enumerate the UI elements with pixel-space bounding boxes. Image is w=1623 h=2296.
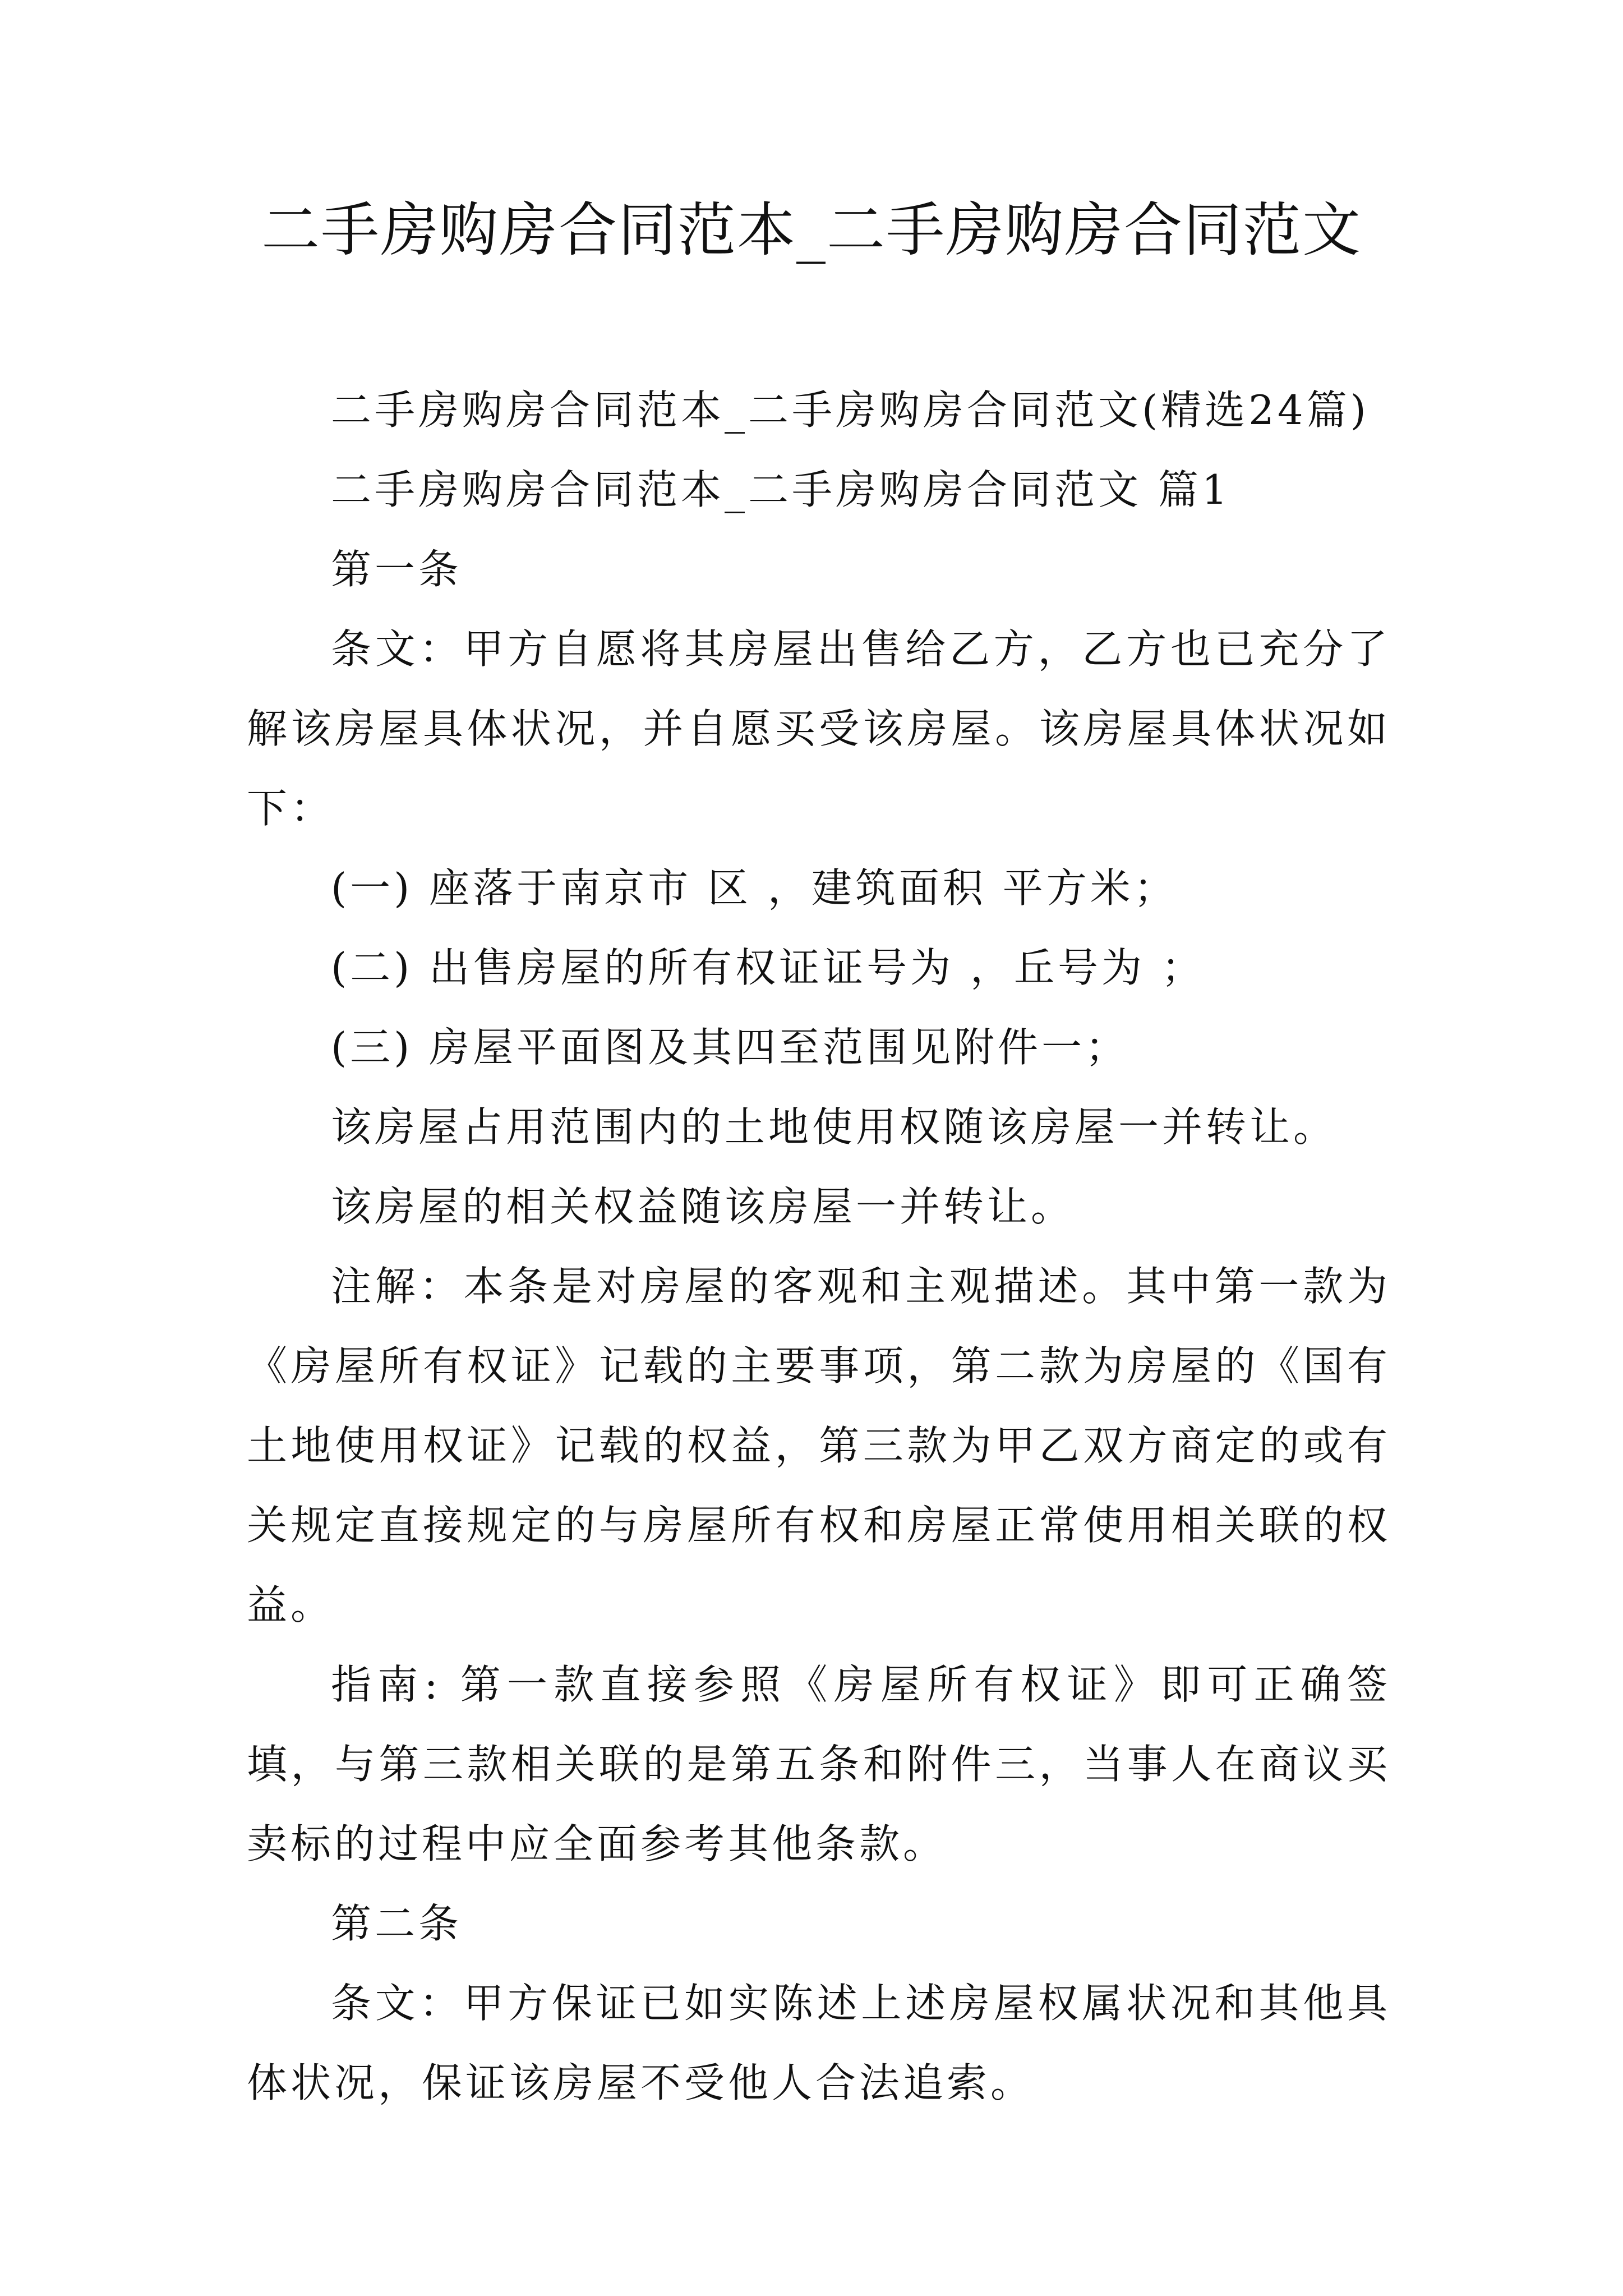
section-heading: 二手房购房合同范本_二手房购房合同范文 篇1	[331, 466, 1231, 513]
paragraph: 该房屋占用范围内的土地使用权随该房屋一并转让。	[331, 1103, 1338, 1151]
paragraph: 该房屋的相关权益随该房屋一并转让。	[331, 1183, 1075, 1230]
list-item: (三) 房屋平面图及其四至范围见附件一；	[331, 1024, 1129, 1071]
article-heading: 第二条	[331, 1900, 463, 1947]
article-text: 条文：甲方自愿将其房屋出售给乙方，乙方也已充分了解该房屋具体状况，并自愿买受该房屋。该房屋具体状况如下：	[247, 625, 1391, 832]
subtitle-line: 二手房购房合同范本_二手房购房合同范文(精选24篇)	[331, 386, 1370, 434]
guide-paragraph: 指南: 第一款直接参照《房屋所有权证》即可正确签填，与第三款相关联的是第五条和附件三，当事人在商议买卖标的过程中应全面参考其他条款。	[247, 1661, 1391, 1867]
list-item: (二) 出售房屋的所有权证证号为 ，丘号为 ；	[331, 944, 1205, 991]
article-text: 条文：甲方保证已如实陈述上述房屋权属状况和其他具体状况，保证该房屋不受他人合法追索。	[247, 1980, 1391, 2106]
article-heading: 第一条	[331, 546, 463, 593]
document-title: 二手房购房合同范本_二手房购房合同范文	[261, 196, 1362, 264]
annotation-paragraph: 注解：本条是对房屋的客观和主观描述。其中第一款为《房屋所有权证》记载的主要事项，第二款为房屋的《国有土地使用权证》记载的权益，第三款为甲乙双方商定的或有关规定直接规定的与房屋所有权和房屋正常使用相关联的权益。	[247, 1263, 1391, 1628]
document-body	[247, 370, 1391, 2123]
list-item: (一) 座落于南京市 区 ，建筑面积 平方米；	[331, 864, 1178, 912]
